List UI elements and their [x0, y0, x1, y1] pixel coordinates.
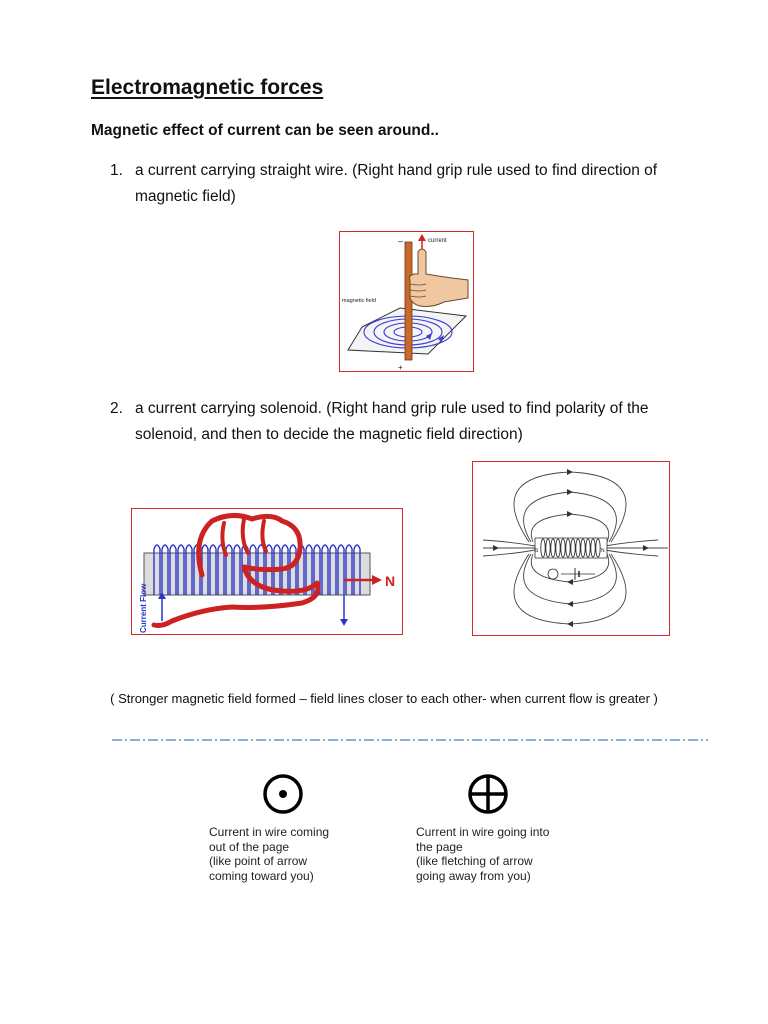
- current-flow-label: Current Flow: [139, 583, 148, 633]
- straight-wire-figure: [339, 231, 474, 372]
- list-text: a current carrying solenoid. (Right hand grip rule used to find polarity of the solenoid, and then to decide the magnetic field direction): [135, 400, 649, 443]
- note-text: ( Stronger magnetic field formed – field lines closer to each other- when current flow is greater ): [110, 691, 658, 706]
- page-title: Electromagnetic forces: [91, 76, 324, 99]
- north-pole-label: N: [385, 573, 396, 589]
- magnetic-field-label: magnetic field: [342, 298, 376, 304]
- list-number: 1.: [110, 162, 123, 179]
- list-item: [110, 158, 710, 210]
- section-heading: Magnetic effect of current can be seen around..: [91, 122, 439, 139]
- symbol-caption-out: Current in wire coming out of the page (like point of arrow coming toward you): [209, 825, 330, 883]
- current-into-page-icon: [467, 773, 509, 820]
- list-text: a current carrying straight wire. (Right hand grip rule used to find direction of magnetic field): [135, 162, 658, 205]
- dashed-divider: [112, 729, 708, 733]
- current-label: current: [428, 238, 447, 244]
- current-out-of-page-icon: [262, 773, 304, 820]
- solenoid-field-figure: [472, 461, 670, 636]
- south-pole-label: S: [535, 548, 539, 554]
- symbol-caption-in: Current in wire going into the page (like fletching of arrow going away from you): [416, 825, 550, 883]
- list-number: 2.: [110, 400, 123, 417]
- minus-sign: –: [398, 236, 404, 246]
- north-pole-label-small: N: [601, 548, 605, 554]
- plus-sign: +: [398, 363, 403, 370]
- solenoid-grip-figure: [131, 508, 403, 635]
- list-item: [110, 396, 710, 448]
